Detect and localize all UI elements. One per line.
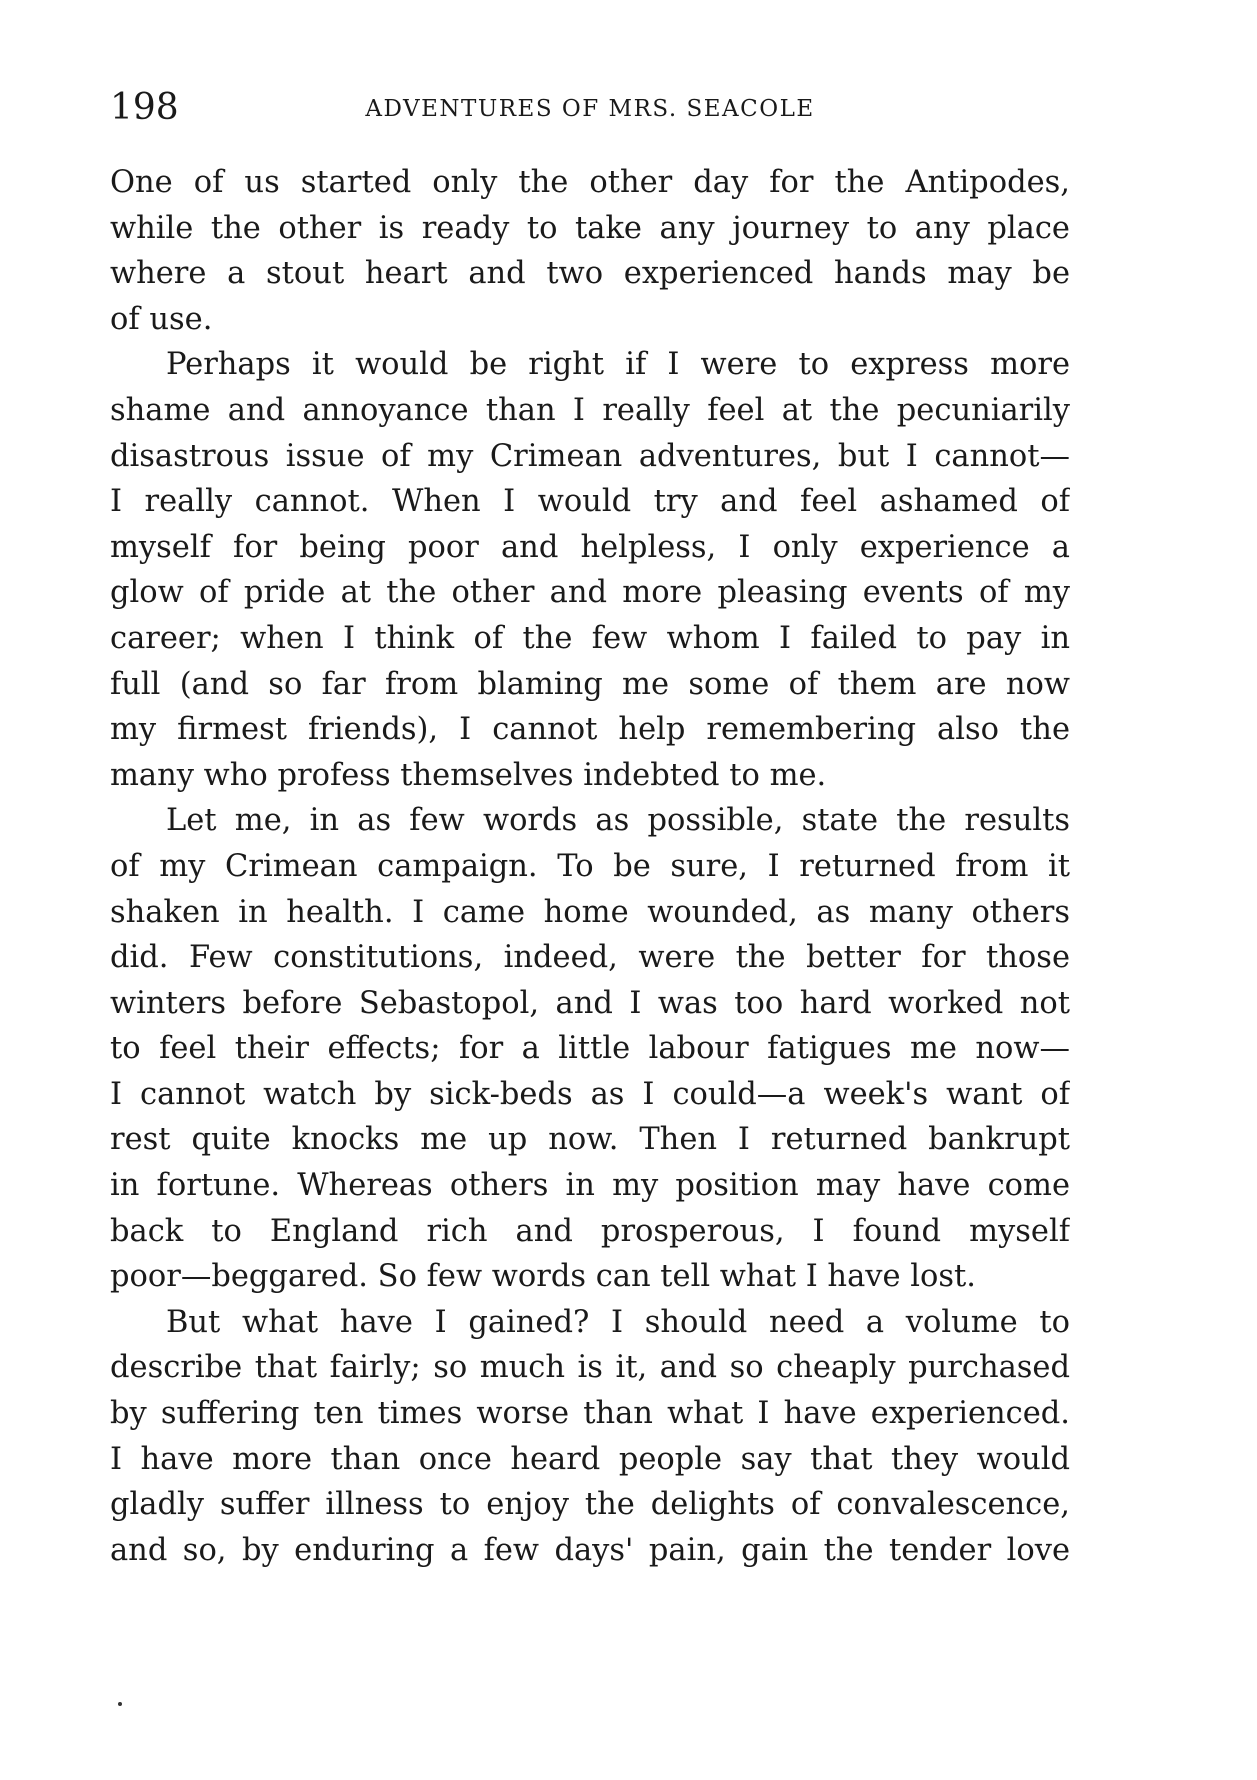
text-line: poor—beggared. So few words can tell what I have lost.: [110, 1259, 976, 1295]
text-line: describe that fairly; so much is it, and so cheaply purchased: [110, 1350, 1070, 1386]
paragraph-4: [110, 1300, 1070, 1574]
text-line: back to England rich and prosperous, I found myself: [110, 1213, 1070, 1249]
text-line: I really cannot. When I would try and feel ashamed of: [110, 484, 1070, 520]
text-line: Perhaps it would be right if I were to express more: [166, 347, 1070, 383]
paragraph-1: [110, 160, 1070, 342]
page-number: 198: [110, 87, 179, 128]
text-line: in fortune. Whereas others in my position may have come: [110, 1168, 1070, 1204]
text-line: glow of pride at the other and more pleasing events of my: [110, 575, 1070, 611]
text-line: of use.: [110, 301, 213, 337]
text-line: rest quite knocks me up now. Then I returned bankrupt: [110, 1122, 1070, 1158]
text-line: disastrous issue of my Crimean adventures, but I cannot—: [110, 438, 1070, 474]
ink-speck: [118, 1702, 122, 1706]
text-line: where a stout heart and two experienced hands may be: [110, 256, 1070, 292]
page-header: [110, 88, 1070, 138]
text-line: I have more than once heard people say that they would: [110, 1441, 1070, 1477]
text-line: career; when I think of the few whom I failed to pay in: [110, 620, 1070, 656]
text-line: winters before Sebastopol, and I was too hard worked not: [110, 985, 1070, 1021]
text-line: myself for being poor and helpless, I only experience a: [110, 529, 1070, 565]
text-line: by suffering ten times worse than what I have experienced.: [110, 1396, 1070, 1432]
text-line: while the other is ready to take any journey to any place: [110, 210, 1070, 246]
text-line: my firmest friends), I cannot help remembering also the: [110, 712, 1070, 748]
text-line: many who profess themselves indebted to me.: [110, 757, 827, 793]
text-line: I cannot watch by sick-beds as I could—a week's want of: [110, 1076, 1070, 1112]
running-title: ADVENTURES OF MRS. SEACOLE: [365, 96, 815, 122]
paragraph-3: [110, 798, 1070, 1300]
text-line: shaken in health. I came home wounded, as many others: [110, 894, 1070, 930]
text-line: Let me, in as few words as possible, state the results: [166, 803, 1070, 839]
text-line: and so, by enduring a few days' pain, gain the tender love: [110, 1532, 1070, 1568]
text-line: shame and annoyance than I really feel at the pecuniarily: [110, 392, 1070, 428]
text-line: to feel their effects; for a little labour fatigues me now—: [110, 1031, 1070, 1067]
text-line: One of us started only the other day for the Antipodes,: [110, 165, 1070, 200]
body-text: [110, 160, 1070, 1573]
paragraph-2: [110, 342, 1070, 798]
text-line: full (and so far from blaming me some of them are now: [110, 666, 1070, 702]
text-line: But what have I gained? I should need a volume to: [166, 1304, 1070, 1340]
text-line: of my Crimean campaign. To be sure, I returned from it: [110, 848, 1070, 884]
text-line: gladly suffer illness to enjoy the delights of convalescence,: [110, 1487, 1070, 1523]
text-line: did. Few constitutions, indeed, were the better for those: [110, 940, 1070, 976]
